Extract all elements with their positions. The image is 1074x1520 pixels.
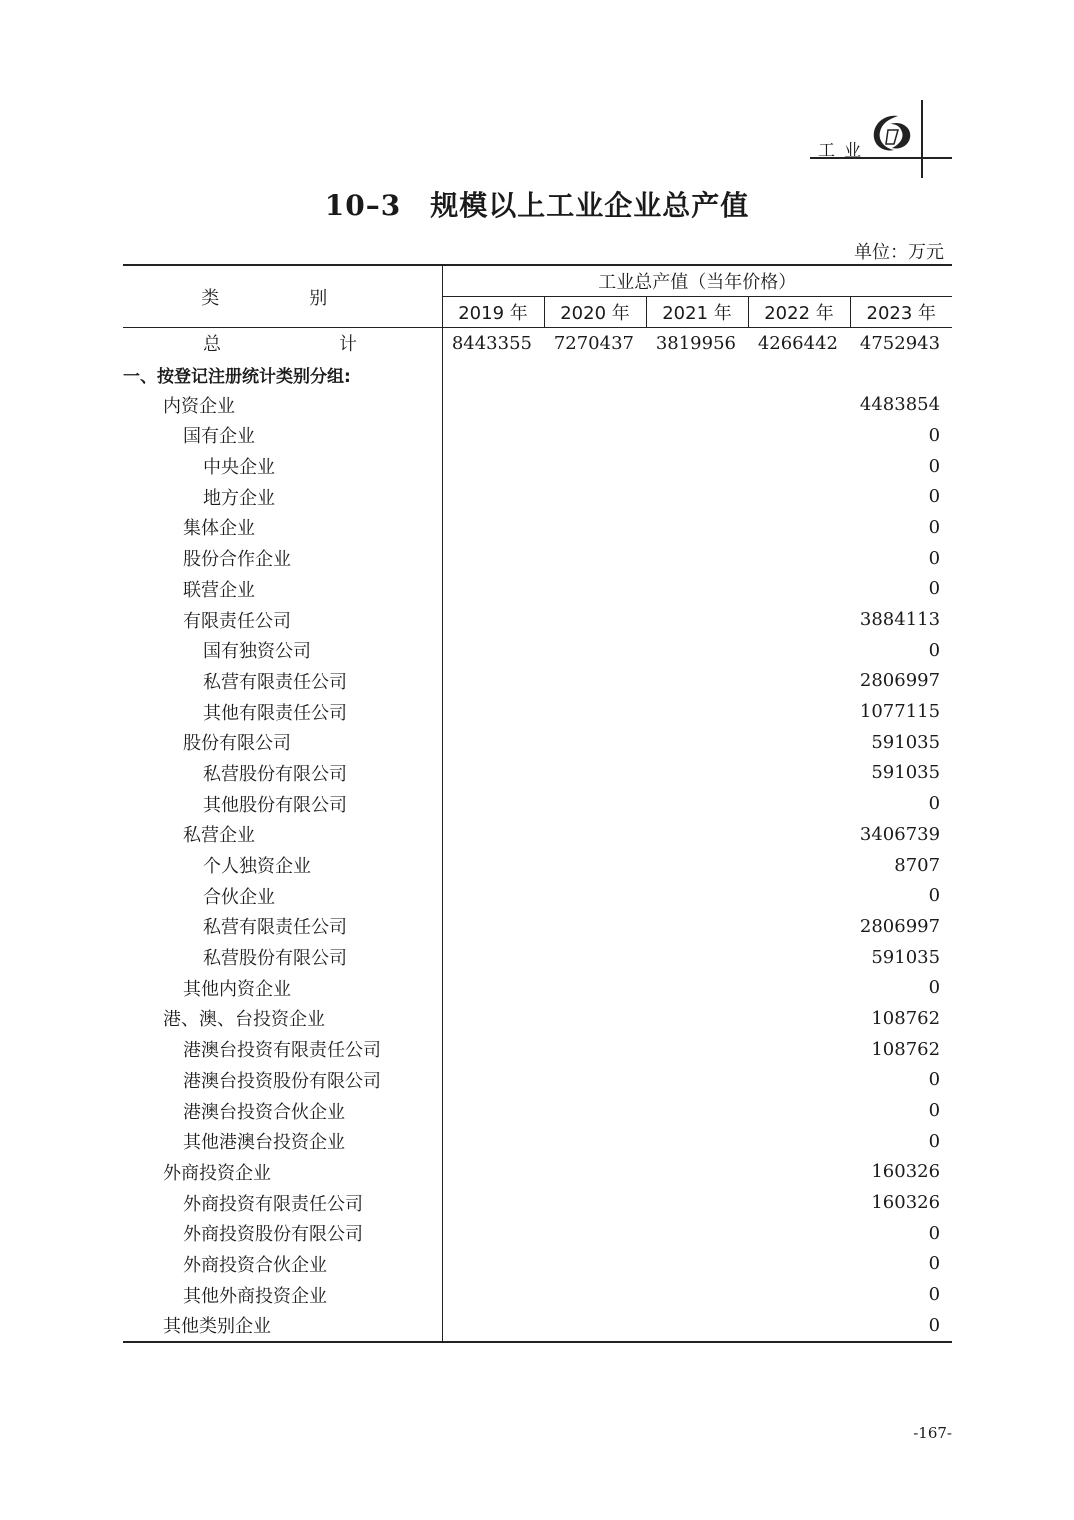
cell-value: 160326 (871, 1161, 941, 1183)
header-vertical-rule (921, 100, 923, 178)
cell-value (442, 1187, 544, 1218)
row-label: 港澳台投资有限责任公司 (123, 1034, 442, 1065)
cell-value (544, 1279, 646, 1310)
cell-value (544, 696, 646, 727)
cell-value (442, 389, 544, 420)
cell-value: 591035 (871, 731, 941, 753)
cell-value (646, 880, 748, 911)
cell-value (442, 1003, 544, 1034)
cell-value (748, 359, 850, 390)
table-row (123, 451, 952, 482)
cell-value (544, 1218, 646, 1249)
row-label: 一、按登记注册统计类别分组: (123, 359, 442, 390)
row-label: 个人独资企业 (123, 850, 442, 881)
table-row (123, 758, 952, 789)
cell-value (442, 1034, 544, 1065)
table-row (123, 604, 952, 635)
cell-value (646, 512, 748, 543)
cell-value (442, 635, 544, 666)
cell-value (646, 1065, 748, 1096)
cell-value: 0 (928, 977, 941, 999)
cell-value (544, 1034, 646, 1065)
cell-value (748, 1095, 850, 1126)
cell-value (850, 359, 952, 390)
cell-value (442, 696, 544, 727)
cell-value (544, 911, 646, 942)
cell-value (442, 1218, 544, 1249)
row-label: 股份有限公司 (123, 727, 442, 758)
cell-value (748, 451, 850, 482)
cell-value (748, 389, 850, 420)
unit-label: 单位：万元 (854, 242, 944, 263)
table-row (123, 481, 952, 512)
table-row (123, 328, 952, 359)
cell-value: 0 (928, 1100, 941, 1122)
cell-value (646, 942, 748, 973)
cell-value (748, 880, 850, 911)
cell-value: 8707 (894, 854, 941, 876)
year-header: 2023 年 (850, 297, 952, 328)
table-row (123, 389, 952, 420)
cell-value (646, 1157, 748, 1188)
table-row (123, 359, 952, 390)
row-label: 合伙企业 (123, 880, 442, 911)
cell-value (646, 1003, 748, 1034)
table-row (123, 1157, 952, 1188)
row-label: 港澳台投资股份有限公司 (123, 1065, 442, 1096)
cell-value (646, 451, 748, 482)
stats-logo-icon (868, 112, 916, 154)
cell-value: 0 (928, 455, 941, 477)
table-row (123, 543, 952, 574)
cell-value (646, 911, 748, 942)
cell-value (442, 543, 544, 574)
cell-value (544, 819, 646, 850)
table-row (123, 666, 952, 697)
cell-value: 0 (928, 486, 941, 508)
cell-value (748, 604, 850, 635)
cell-value (646, 604, 748, 635)
cell-value: 0 (928, 578, 941, 600)
cell-value (442, 604, 544, 635)
cell-value (544, 727, 646, 758)
cell-value: 0 (928, 1253, 941, 1275)
cell-value: 0 (928, 885, 941, 907)
cell-value (442, 666, 544, 697)
table-row (123, 942, 952, 973)
cell-value (748, 574, 850, 605)
row-label: 其他类别企业 (123, 1310, 442, 1342)
cell-value (544, 604, 646, 635)
cell-value (748, 911, 850, 942)
row-label: 集体企业 (123, 512, 442, 543)
cell-value (748, 1310, 850, 1342)
row-label: 有限责任公司 (123, 604, 442, 635)
cell-value (442, 481, 544, 512)
cell-value (748, 727, 850, 758)
cell-value (544, 1095, 646, 1126)
cell-value (748, 512, 850, 543)
year-header: 2022 年 (748, 297, 850, 328)
cell-value (646, 1310, 748, 1342)
cell-value (646, 850, 748, 881)
cell-value (646, 819, 748, 850)
table-row (123, 819, 952, 850)
cell-value (646, 1126, 748, 1157)
cell-value: 0 (928, 424, 941, 446)
table-row (123, 788, 952, 819)
cell-value (748, 666, 850, 697)
group-header: 工业总产值（当年价格） (442, 265, 952, 297)
cell-value (544, 1157, 646, 1188)
cell-value (442, 880, 544, 911)
cell-value (442, 420, 544, 451)
cell-value (442, 758, 544, 789)
cell-value (748, 1249, 850, 1280)
cell-value (442, 359, 544, 390)
cell-value: 3406739 (859, 823, 941, 845)
cell-value: 0 (928, 639, 941, 661)
cell-value (748, 1187, 850, 1218)
cell-value (442, 574, 544, 605)
cell-value (748, 1126, 850, 1157)
row-label: 私营有限责任公司 (123, 911, 442, 942)
cell-value (544, 942, 646, 973)
cell-value (544, 1065, 646, 1096)
table-row (123, 1310, 952, 1342)
table-row (123, 635, 952, 666)
table-row (123, 911, 952, 942)
cell-value (442, 850, 544, 881)
cell-value (544, 666, 646, 697)
cell-value: 0 (928, 1284, 941, 1306)
cell-value (748, 1003, 850, 1034)
cell-value (646, 666, 748, 697)
year-header: 2019 年 (442, 297, 544, 328)
row-label: 国有企业 (123, 420, 442, 451)
cell-value (544, 758, 646, 789)
cell-value: 4266442 (757, 332, 838, 354)
cell-value: 3884113 (859, 609, 941, 631)
row-label: 国有独资公司 (123, 635, 442, 666)
row-label: 联营企业 (123, 574, 442, 605)
table-row (123, 512, 952, 543)
table-row (123, 1218, 952, 1249)
table-row (123, 1065, 952, 1096)
cell-value (646, 696, 748, 727)
cell-value: 1077115 (859, 701, 941, 723)
section-header-mark (808, 100, 958, 180)
table-row (123, 1279, 952, 1310)
cell-value (748, 420, 850, 451)
row-label: 其他内资企业 (123, 972, 442, 1003)
cell-value: 591035 (871, 762, 941, 784)
cell-value (442, 512, 544, 543)
cell-value (748, 788, 850, 819)
cell-value (442, 1095, 544, 1126)
row-label: 港澳台投资合伙企业 (123, 1095, 442, 1126)
table-row (123, 1003, 952, 1034)
cell-value (442, 1126, 544, 1157)
cell-value (442, 1279, 544, 1310)
row-label: 外商投资股份有限公司 (123, 1218, 442, 1249)
cell-value (646, 359, 748, 390)
cell-value (748, 1034, 850, 1065)
category-header: 类 别 (123, 265, 442, 328)
table-row (123, 696, 952, 727)
cell-value (748, 850, 850, 881)
cell-value (544, 972, 646, 1003)
row-label: 私营企业 (123, 819, 442, 850)
cell-value (544, 359, 646, 390)
cell-value (748, 481, 850, 512)
row-label: 中央企业 (123, 451, 442, 482)
table-row (123, 1095, 952, 1126)
table-title: 10–3 规模以上工业企业总产值 (324, 189, 750, 222)
cell-value: 0 (928, 793, 941, 815)
cell-value (544, 1126, 646, 1157)
cell-value (748, 1065, 850, 1096)
cell-value (748, 972, 850, 1003)
cell-value: 0 (850, 1310, 952, 1342)
cell-value (646, 420, 748, 451)
cell-value (544, 635, 646, 666)
cell-value (748, 758, 850, 789)
cell-value (748, 635, 850, 666)
cell-value (646, 727, 748, 758)
table-header (123, 265, 952, 328)
cell-value (544, 481, 646, 512)
row-label: 股份合作企业 (123, 543, 442, 574)
table-row (123, 850, 952, 881)
row-label: 地方企业 (123, 481, 442, 512)
cell-value (748, 942, 850, 973)
cell-value (748, 1279, 850, 1310)
row-label: 私营股份有限公司 (123, 758, 442, 789)
cell-value (646, 1279, 748, 1310)
cell-value: 0 (928, 1222, 941, 1244)
row-label: 其他港澳台投资企业 (123, 1126, 442, 1157)
cell-value (646, 1095, 748, 1126)
row-label: 港、澳、台投资企业 (123, 1003, 442, 1034)
cell-value: 0 (928, 1130, 941, 1152)
table-row (123, 574, 952, 605)
cell-value (544, 1249, 646, 1280)
cell-value: 4752943 (859, 332, 941, 354)
cell-value (646, 788, 748, 819)
cell-value (442, 972, 544, 1003)
cell-value: 0 (928, 1069, 941, 1091)
cell-value: 160326 (871, 1192, 941, 1214)
table-row (123, 1034, 952, 1065)
cell-value (544, 420, 646, 451)
table-row (123, 420, 952, 451)
cell-value (544, 1003, 646, 1034)
section-name: 工业 (818, 141, 870, 161)
row-label: 其他外商投资企业 (123, 1279, 442, 1310)
cell-value (442, 819, 544, 850)
cell-value: 7270437 (553, 332, 634, 354)
cell-value (646, 972, 748, 1003)
cell-value: 0 (928, 516, 941, 538)
table-row (123, 727, 952, 758)
cell-value (442, 1157, 544, 1188)
page-number: -167- (913, 1424, 952, 1442)
cell-value (646, 389, 748, 420)
table-row (123, 1249, 952, 1280)
cell-value (442, 911, 544, 942)
cell-value (544, 451, 646, 482)
cell-value: 3819956 (655, 332, 736, 354)
cell-value (442, 451, 544, 482)
cell-value: 0 (928, 547, 941, 569)
cell-value: 108762 (871, 1007, 941, 1029)
cell-value (646, 1034, 748, 1065)
cell-value (748, 1218, 850, 1249)
cell-value (646, 1218, 748, 1249)
cell-value: 4483854 (859, 394, 941, 416)
cell-value: 2806997 (859, 915, 941, 937)
row-label: 外商投资企业 (123, 1157, 442, 1188)
cell-value: 108762 (871, 1038, 941, 1060)
cell-value (646, 1249, 748, 1280)
table-row (123, 880, 952, 911)
cell-value (748, 819, 850, 850)
table-row (123, 1187, 952, 1218)
row-label: 私营股份有限公司 (123, 942, 442, 973)
cell-value (544, 543, 646, 574)
cell-value (748, 543, 850, 574)
row-label: 内资企业 (123, 389, 442, 420)
row-label: 私营有限责任公司 (123, 666, 442, 697)
cell-value (544, 788, 646, 819)
table-row (123, 972, 952, 1003)
data-table (123, 264, 952, 1343)
row-label: 外商投资有限责任公司 (123, 1187, 442, 1218)
cell-value (646, 1187, 748, 1218)
row-label: 其他有限责任公司 (123, 696, 442, 727)
cell-value (544, 574, 646, 605)
table-row (123, 1126, 952, 1157)
row-label: 其他股份有限公司 (123, 788, 442, 819)
cell-value: 591035 (871, 946, 941, 968)
cell-value (646, 574, 748, 605)
cell-value: 2806997 (859, 670, 941, 692)
cell-value (646, 635, 748, 666)
cell-value (442, 788, 544, 819)
row-label: 总 计 (123, 328, 442, 359)
year-header: 2021 年 (646, 297, 748, 328)
cell-value: 8443355 (451, 332, 532, 354)
cell-value (442, 1249, 544, 1280)
year-header: 2020 年 (544, 297, 646, 328)
cell-value (646, 758, 748, 789)
cell-value (442, 1310, 544, 1342)
cell-value (748, 696, 850, 727)
cell-value (544, 389, 646, 420)
cell-value (442, 1065, 544, 1096)
cell-value (544, 1187, 646, 1218)
cell-value (544, 512, 646, 543)
cell-value (646, 543, 748, 574)
table-body (123, 328, 952, 1342)
row-label: 外商投资合伙企业 (123, 1249, 442, 1280)
cell-value (646, 481, 748, 512)
cell-value (442, 942, 544, 973)
cell-value (748, 1157, 850, 1188)
cell-value (544, 1310, 646, 1342)
cell-value (544, 880, 646, 911)
cell-value (442, 727, 544, 758)
cell-value (544, 850, 646, 881)
